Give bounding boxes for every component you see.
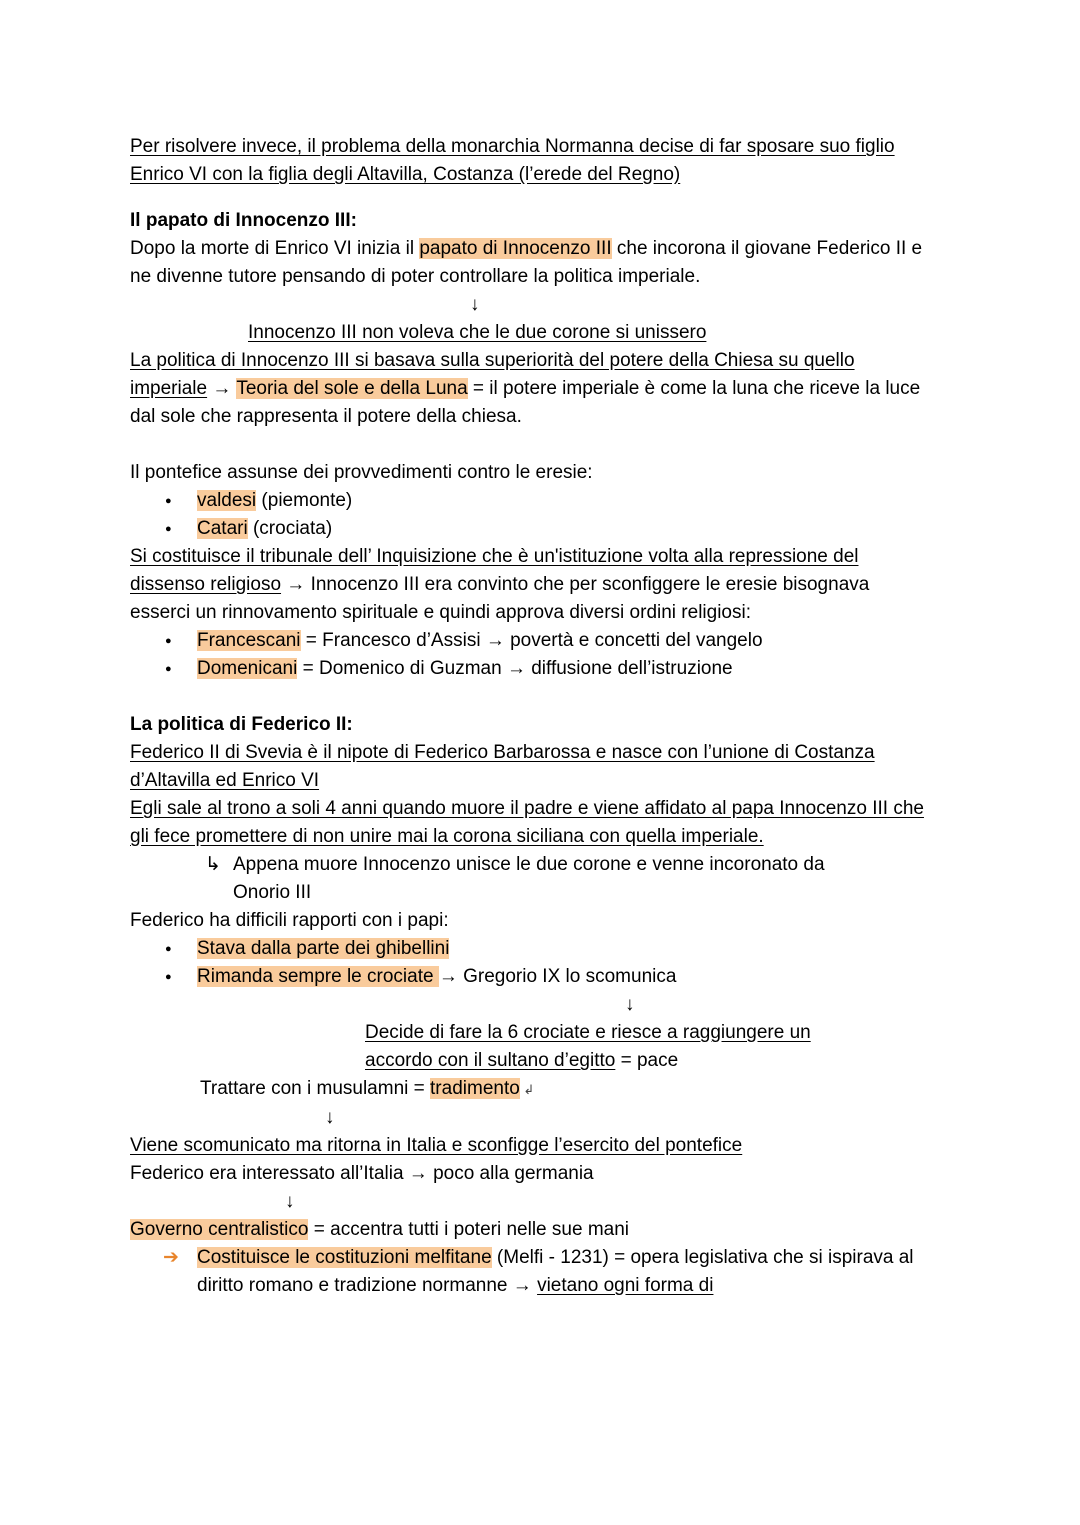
text-run: Per risolvere invece, il problema della monarchia Normanna decise di far sposare suo figlio Enrico VI con la figlia degli Altavilla, Costanza (l’erede del Regno) bbox=[130, 136, 895, 185]
down-arrow bbox=[325, 1104, 930, 1132]
text-run: Decide di fare la 6 crociate e riesce a raggiungere un bbox=[365, 1022, 811, 1043]
section-title: La politica di Federico II: bbox=[130, 714, 353, 735]
list-item bbox=[130, 655, 930, 683]
text-run: vietano ogni forma di bbox=[537, 1275, 714, 1296]
down-arrow bbox=[625, 991, 930, 1019]
list-item-text bbox=[197, 487, 930, 515]
list-item bbox=[130, 1244, 930, 1300]
return-arrow-icon: ↲ bbox=[519, 1082, 535, 1097]
list-item-text bbox=[233, 851, 930, 907]
text-run: (piemonte) bbox=[256, 490, 353, 511]
paragraph bbox=[130, 1216, 930, 1244]
text-run: = Domenico di Guzman → diffusione dell’istruzione bbox=[297, 658, 733, 679]
highlighted-text: valdesi bbox=[197, 490, 257, 511]
paragraph bbox=[365, 1019, 930, 1075]
list-item-text bbox=[197, 655, 930, 683]
highlighted-text: tradimento bbox=[430, 1078, 520, 1099]
paragraph bbox=[200, 1075, 930, 1104]
document-content bbox=[130, 133, 930, 1300]
bullet-icon: ● bbox=[165, 495, 172, 507]
paragraph bbox=[130, 739, 930, 795]
text-run: Trattare con i musulamni = bbox=[200, 1078, 431, 1099]
paragraph bbox=[130, 543, 930, 627]
list-item-text bbox=[197, 963, 930, 991]
list-item-text bbox=[197, 935, 930, 963]
list-item bbox=[130, 487, 930, 515]
highlighted-text: Domenicani bbox=[197, 658, 298, 679]
highlighted-text: Stava dalla parte dei ghibellini bbox=[197, 938, 450, 959]
paragraph bbox=[130, 459, 930, 487]
text-run: Innocenzo III non voleva che le due corone si unissero bbox=[248, 322, 707, 343]
down-arrow bbox=[470, 291, 930, 319]
text-run: Federico ha difficili rapporti con i papi: bbox=[130, 910, 449, 931]
text-run: = accentra tutti i poteri nelle sue mani bbox=[308, 1219, 630, 1240]
text-run: (crociata) bbox=[247, 518, 333, 539]
text-run: La politica di Innocenzo III si basava sulla superiorità del potere della Chiesa su quello imperiale bbox=[130, 350, 855, 399]
list-item bbox=[205, 851, 930, 907]
text-run: Il pontefice assunse dei provvedimenti contro le eresie: bbox=[130, 462, 593, 483]
heading-papato-innocenzo bbox=[130, 207, 930, 235]
paragraph bbox=[130, 1160, 930, 1188]
paragraph bbox=[130, 1132, 930, 1160]
highlighted-text: Teoria del sole e della Luna bbox=[236, 378, 468, 399]
text-run: Appena muore Innocenzo unisce le due corone e venne incoronato da bbox=[233, 854, 825, 875]
highlighted-text: Catari bbox=[197, 518, 248, 539]
paragraph bbox=[248, 319, 930, 347]
arrow-bullet-icon: ➔ bbox=[163, 1247, 179, 1268]
text-run: che incorona il giovane Federico II e ne divenne tutore pensando di poter controllare la politica imperiale. bbox=[130, 238, 923, 287]
text-run: Onorio III bbox=[233, 882, 312, 903]
text-run: (Melfi - 1231) = opera legislativa che si ispirava al diritto romano e tradizione normanne → bbox=[197, 1247, 914, 1296]
text-run: Viene scomunicato ma ritorna in Italia e sconfigge l’esercito del pontefice bbox=[130, 1135, 743, 1156]
hook-arrow-icon: ↳ bbox=[205, 854, 221, 875]
highlighted-text: Costituisce le costituzioni melfitane bbox=[197, 1247, 492, 1268]
bullet-icon: ● bbox=[165, 971, 172, 983]
bullet-icon: ● bbox=[165, 943, 172, 955]
text-run: Dopo la morte di Enrico VI inizia il bbox=[130, 238, 420, 259]
highlighted-text: Francescani bbox=[197, 630, 301, 651]
list-item bbox=[130, 515, 930, 543]
paragraph bbox=[130, 795, 930, 851]
text-run: = pace bbox=[615, 1050, 679, 1071]
text-run: Si costituisce il tribunale dell’ Inquisizione che è un'istituzione volta alla repressione del dissenso religioso bbox=[130, 546, 859, 595]
text-run: Federico II di Svevia è il nipote di Federico Barbarossa e nasce con l’unione di Costanza d’Altavilla ed Enrico VI bbox=[130, 742, 875, 791]
down-arrow-icon: ↓ bbox=[625, 994, 635, 1015]
down-arrow bbox=[285, 1188, 930, 1216]
list-item-text bbox=[197, 1244, 930, 1300]
down-arrow-icon: ↓ bbox=[470, 294, 480, 315]
text-run: Egli sale al trono a soli 4 anni quando muore il padre e viene affidato al papa Innocenzo III che gli fece promettere di non unire mai la corona siciliana con quella imperiale. bbox=[130, 798, 924, 847]
highlighted-text: Rimanda sempre le crociate bbox=[197, 966, 439, 987]
bullet-icon: ● bbox=[165, 635, 172, 647]
highlighted-text: Governo centralistico bbox=[130, 1219, 309, 1240]
list-item-text bbox=[197, 627, 930, 655]
paragraph-matrimonio-normanno bbox=[130, 133, 930, 189]
down-arrow-icon: ↓ bbox=[285, 1191, 295, 1212]
text-run: → bbox=[207, 378, 237, 399]
text-run: → Gregorio IX lo scomunica bbox=[438, 966, 677, 987]
list-item bbox=[130, 627, 930, 655]
paragraph bbox=[130, 907, 930, 935]
heading-politica-federico bbox=[130, 711, 930, 739]
text-run: = Francesco d’Assisi → povertà e concetti del vangelo bbox=[300, 630, 763, 651]
section-title: Il papato di Innocenzo III: bbox=[130, 210, 357, 231]
down-arrow-icon: ↓ bbox=[325, 1107, 335, 1128]
highlighted-text: papato di Innocenzo III bbox=[419, 238, 612, 259]
paragraph bbox=[130, 235, 930, 291]
list-item-text bbox=[197, 515, 930, 543]
bullet-icon: ● bbox=[165, 663, 172, 675]
text-run: accordo con il sultano d’egitto bbox=[365, 1050, 616, 1071]
paragraph bbox=[130, 347, 930, 431]
text-run: → Innocenzo III era convinto che per sconfiggere le eresie bisognava esserci un rinnovamento spirituale e quindi approva diversi ordini religiosi: bbox=[130, 574, 870, 623]
list-item bbox=[130, 963, 930, 991]
bullet-icon: ● bbox=[165, 523, 172, 535]
list-item bbox=[130, 935, 930, 963]
text-run: Federico era interessato all’Italia → poco alla germania bbox=[130, 1163, 594, 1184]
text-run: = il potere imperiale è come la luna che riceve la luce dal sole che rappresenta il potere della chiesa. bbox=[130, 378, 921, 427]
